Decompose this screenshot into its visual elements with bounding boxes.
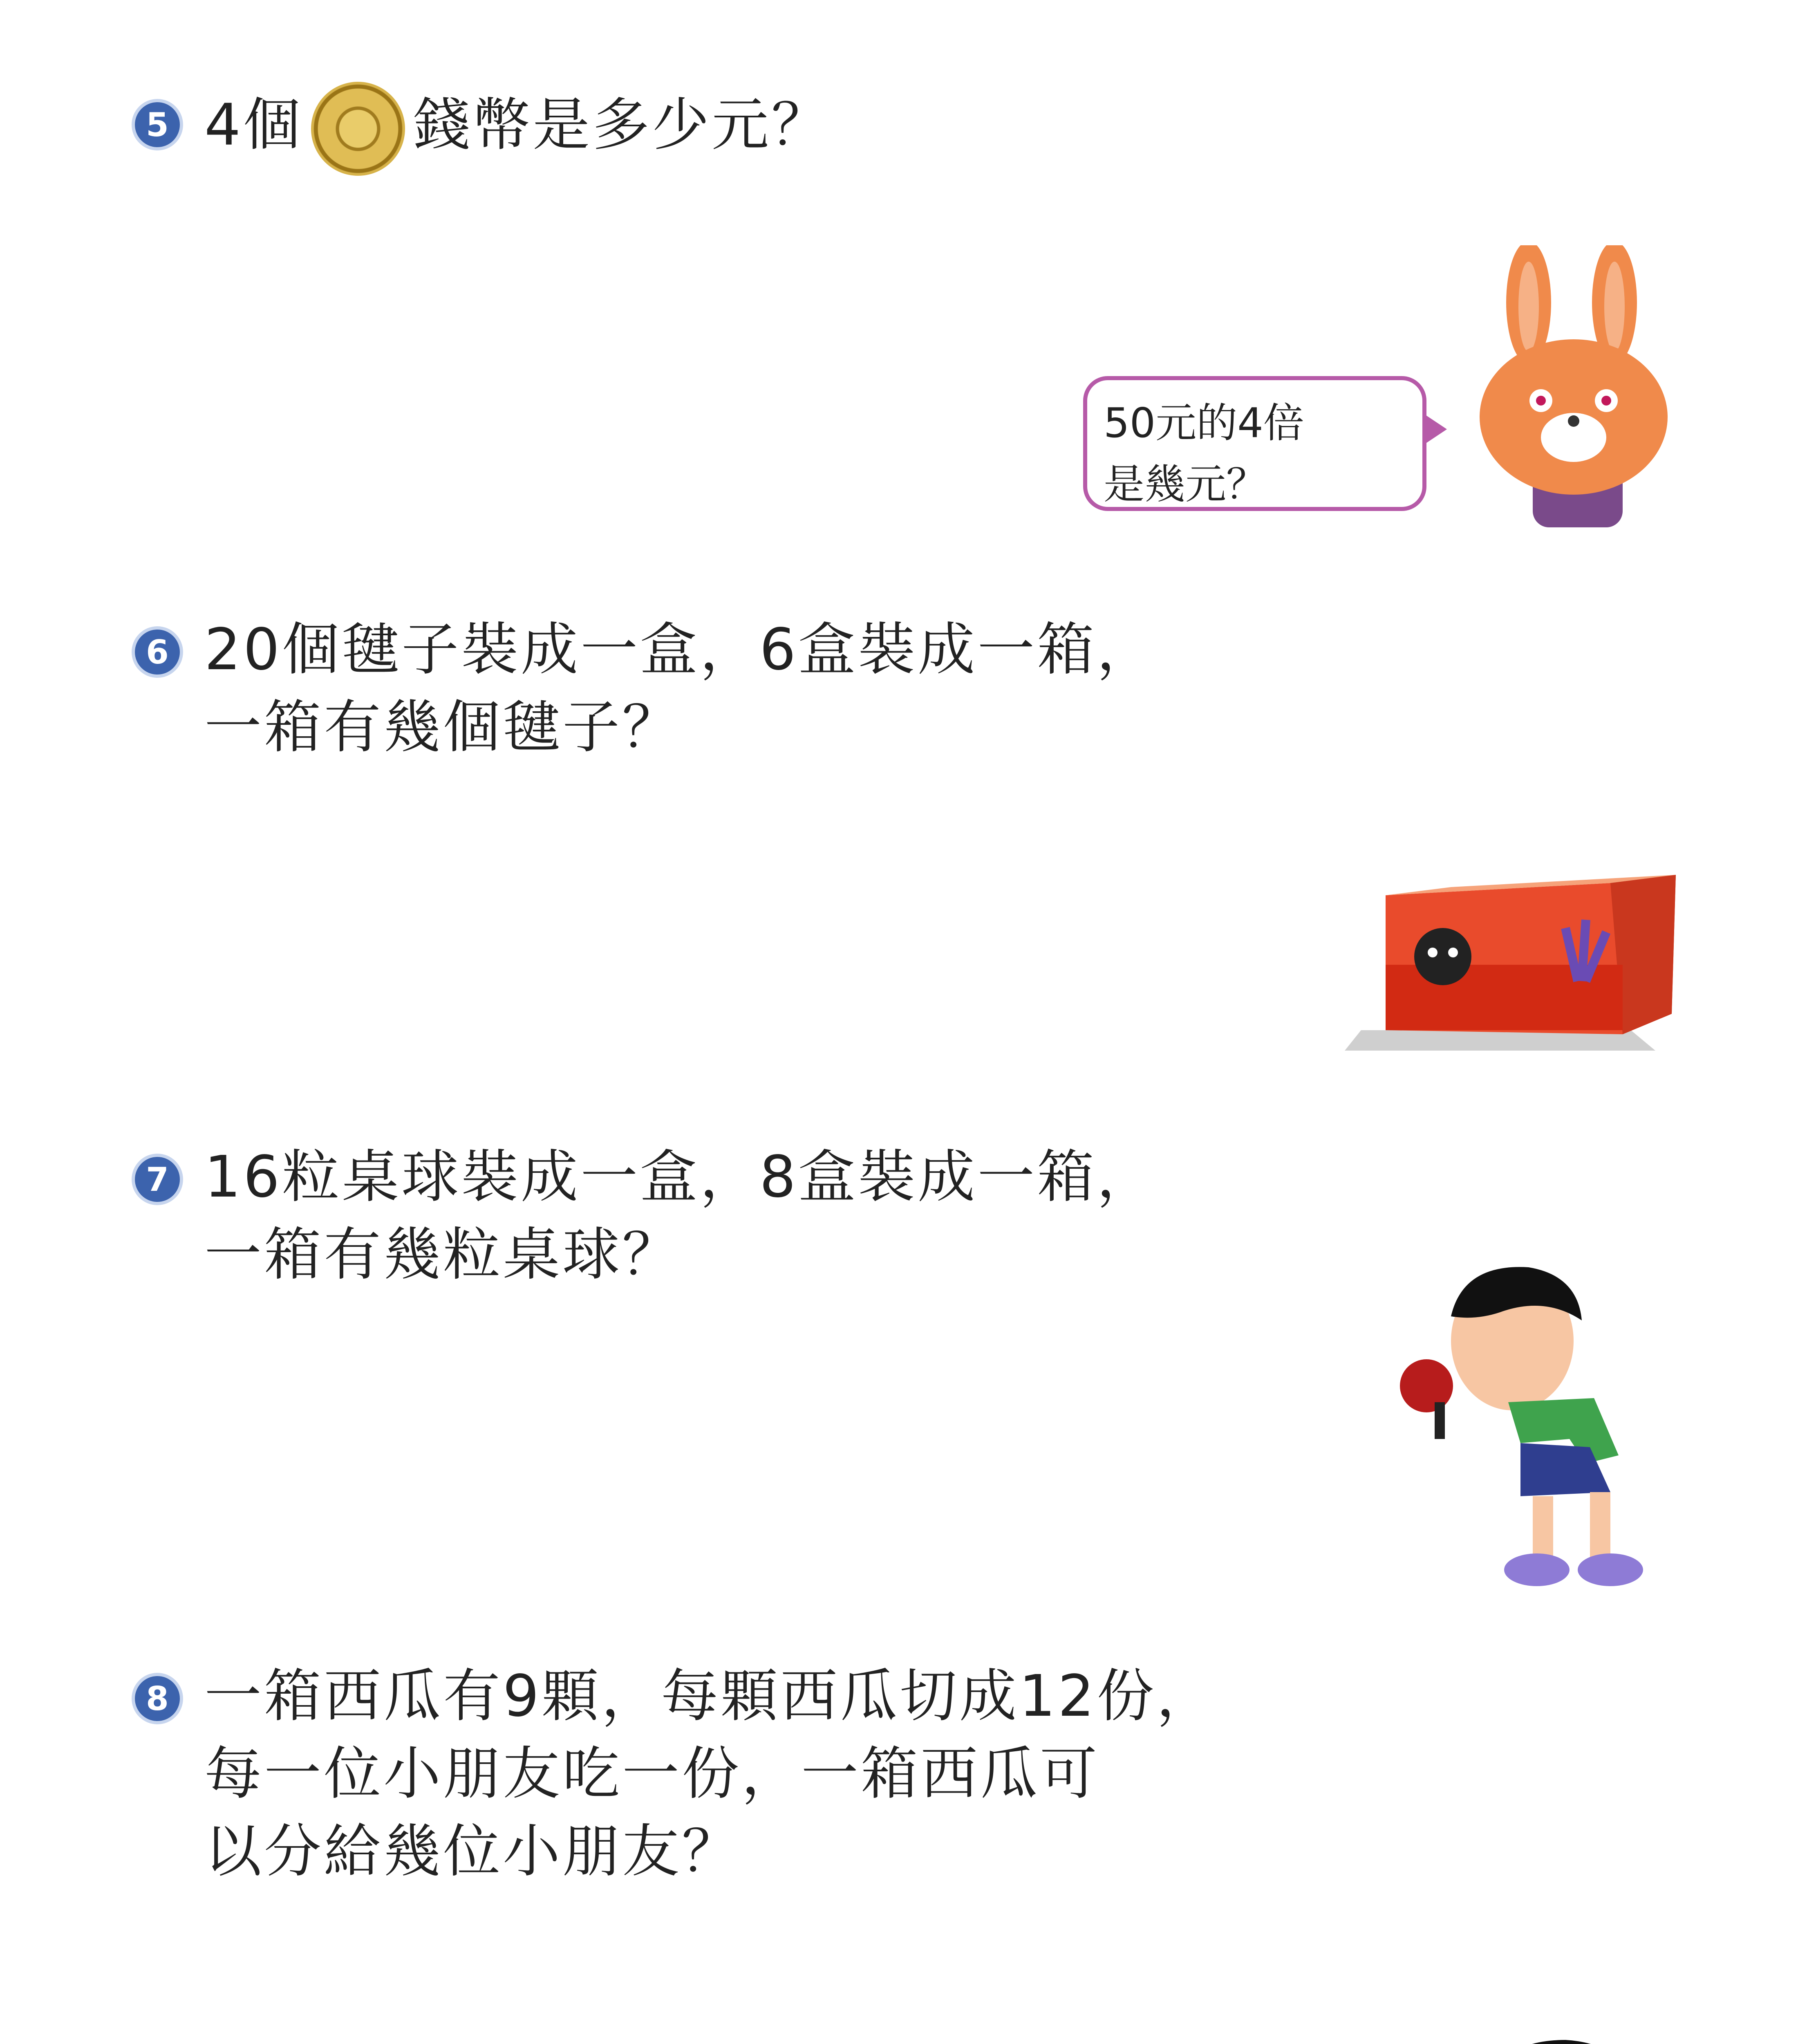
question-number-badge: 6 [135, 630, 180, 675]
question-text-line: 16粒桌球裝成一盒，8盒裝成一箱， [204, 1144, 1157, 1210]
watermelon-boy-illustration [1439, 2015, 1692, 2044]
hint-line: 50元的4倍 [1104, 399, 1304, 447]
question-text-part: 錢幣是多少元？ [413, 92, 831, 159]
question-number-badge: 5 [135, 102, 180, 147]
hint-line: 是幾元？ [1104, 460, 1267, 508]
ping-pong-boy-illustration [1398, 1251, 1684, 1586]
question-text-part: 4個 [204, 92, 303, 159]
question-text [204, 82, 831, 176]
question-text-line: 以分給幾位小朋友？ [204, 1818, 742, 1885]
question-text-line: 一箱有幾個毽子？ [204, 694, 682, 761]
rabbit-illustration [1467, 245, 1696, 531]
question-text-line: 20個毽子裝成一盒，6盒裝成一箱， [204, 616, 1157, 683]
question-text-line: 一箱有幾粒桌球？ [204, 1221, 682, 1288]
question-number-badge: 8 [135, 1676, 180, 1721]
hint-speech-bubble [1083, 376, 1426, 511]
question-text-line: 一箱西瓜有9顆，每顆西瓜切成12份， [204, 1663, 1216, 1730]
question-number-badge: 7 [135, 1157, 180, 1202]
coin-50-yuan-image [311, 82, 405, 176]
question-text-line: 每一位小朋友吃一份，一箱西瓜可 [204, 1741, 1100, 1807]
bubble-tail [1422, 413, 1447, 446]
shuttlecock-box-illustration [1345, 858, 1680, 1055]
